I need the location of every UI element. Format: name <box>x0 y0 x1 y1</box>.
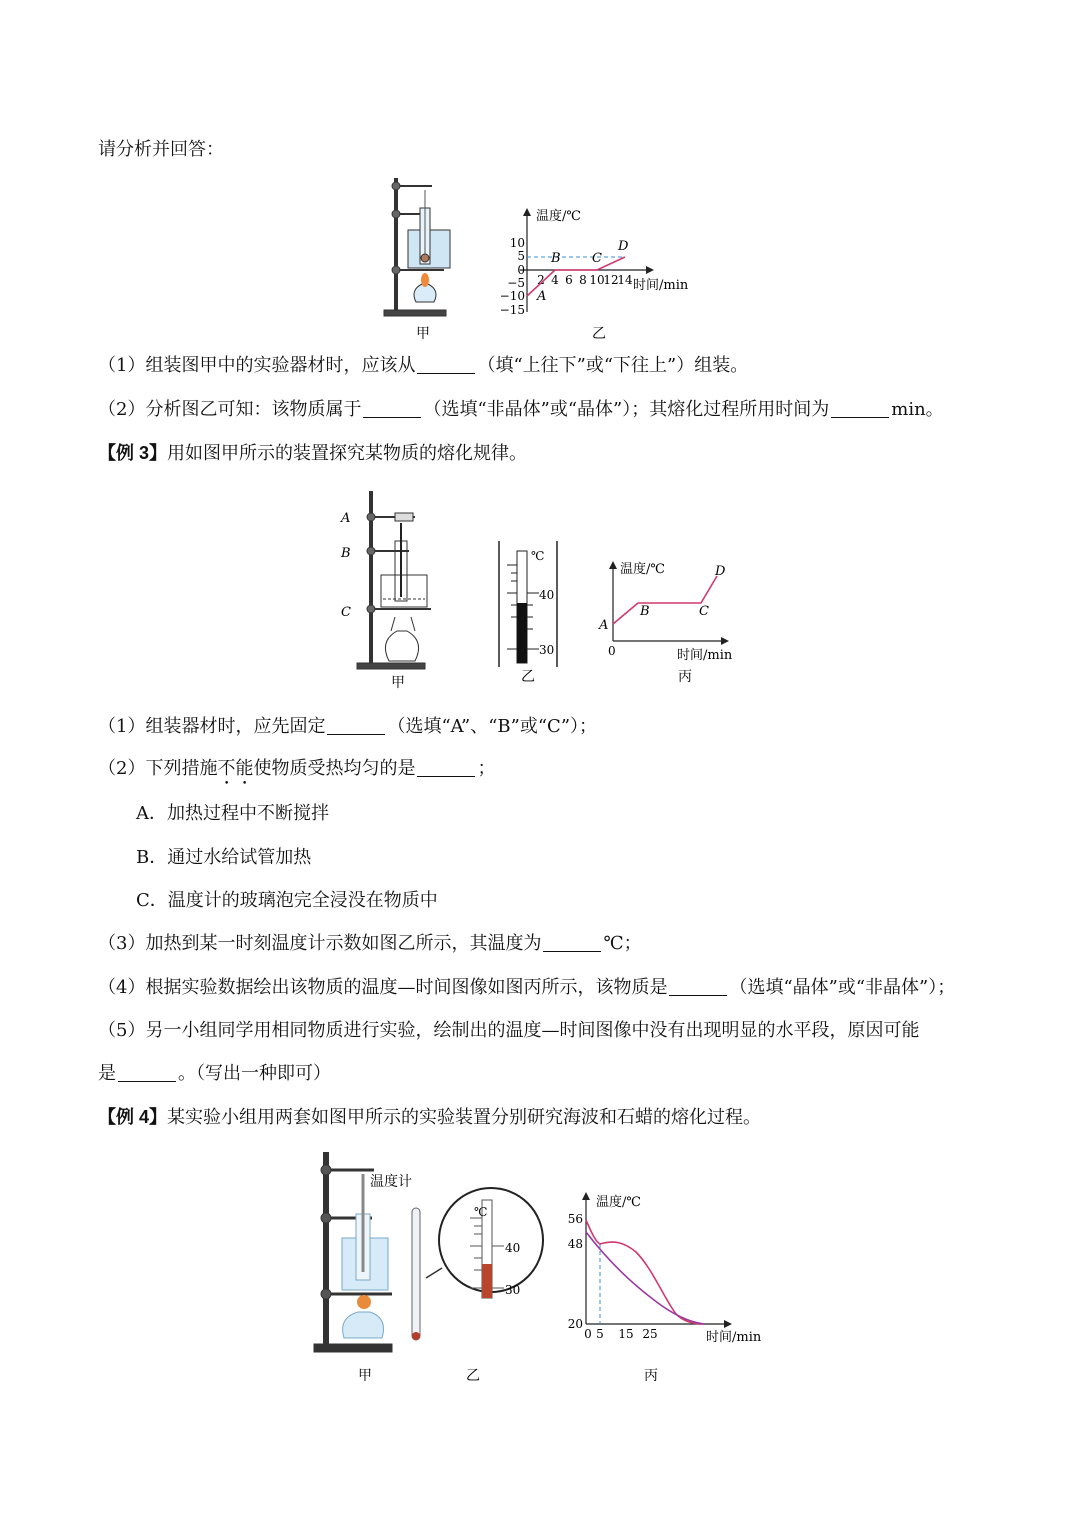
chart-2-xlabel: 时间/min <box>677 648 733 663</box>
chart-1-ytick: −10 <box>499 289 525 303</box>
caption-bing-3: 丙 <box>644 1368 658 1384</box>
thermometer-tick-30-3: 30 <box>505 1283 521 1297</box>
chart-3-xtick: 0 <box>584 1327 592 1341</box>
caption-jia-2: 甲 <box>391 675 405 690</box>
chart-3-xlabel: 时间/min <box>706 1330 762 1345</box>
chart-1-ytick: −15 <box>499 303 525 317</box>
chart-2-point-label: A <box>599 618 609 633</box>
example-4-heading: 【例 4】某实验小组用两套如图甲所示的实验装置分别研究海波和石蜡的熔化过程。 <box>98 1107 762 1128</box>
chart-1-ytick: 10 <box>509 236 525 250</box>
clamp-label-a: A <box>341 511 351 526</box>
figure-3 <box>310 1148 780 1388</box>
chart-3-ylabel: 温度/℃ <box>596 1195 641 1210</box>
chart-2-ylabel: 温度/℃ <box>620 562 665 577</box>
thermometer-yi-2 <box>499 541 557 667</box>
answer-blank[interactable] <box>669 977 727 996</box>
answer-blank[interactable] <box>417 355 475 374</box>
chart-2-point-label: B <box>640 604 650 619</box>
question-3-2: （2）下列措施不能使物质受热均匀的是 ； <box>98 758 496 779</box>
chart-3-xtick: 25 <box>642 1327 658 1341</box>
thermometer-yi-3 <box>426 1188 543 1298</box>
chart-1-point-label: B <box>551 251 561 266</box>
chart-3 <box>568 1192 762 1345</box>
thermometer-unit-3: ℃ <box>474 1205 488 1219</box>
chart-1 <box>500 208 689 317</box>
chart-1-point-label: C <box>592 251 602 266</box>
thermometer-tick-40-3: 40 <box>505 1241 521 1255</box>
chart-1-xtick: 14 <box>617 273 633 287</box>
clamp-label-c: C <box>341 605 351 620</box>
caption-yi-3: 乙 <box>466 1368 480 1384</box>
answer-blank[interactable] <box>543 933 601 952</box>
answer-blank[interactable] <box>417 758 475 777</box>
answer-blank[interactable] <box>327 716 385 735</box>
question-3-1: （1）组装器材时，应先固定 （选填“A”、“B”或“C”）； <box>98 716 598 737</box>
chart-3-xtick: 5 <box>596 1327 604 1341</box>
question-3-5-cont: 是 。（写出一种即可） <box>98 1063 331 1084</box>
answer-blank[interactable] <box>118 1063 176 1082</box>
chart-1-ytick: −5 <box>507 276 525 290</box>
thermometer-tick-40: 40 <box>539 588 555 602</box>
chart-1-xtick: 2 <box>537 273 545 287</box>
figure-2 <box>335 485 755 690</box>
question-1-1: （1）组装图甲中的实验器材时，应该从 （填“上往下”或“下往上”）组装。 <box>98 355 749 376</box>
question-3-5: （5）另一小组同学用相同物质进行实验，绘制出的温度—时间图像中没有出现明显的水平段，原因可能 <box>98 1020 920 1041</box>
chart-1-xtick: 10 <box>589 273 605 287</box>
chart-1-point-label: D <box>618 239 629 254</box>
chart-2-point-label: D <box>715 564 726 579</box>
chart-1-ylabel: 温度/℃ <box>536 209 581 224</box>
figure-1 <box>380 172 710 347</box>
chart-2-point-label: C <box>699 604 709 619</box>
caption-jia-3: 甲 <box>358 1368 372 1384</box>
caption-bing-2: 丙 <box>678 669 692 685</box>
chart-3-ytick: 56 <box>567 1212 583 1226</box>
chart-1-xtick: 12 <box>603 273 619 287</box>
answer-blank[interactable] <box>831 399 889 418</box>
chart-1-point-label: A <box>537 289 547 304</box>
chart-1-xtick: 8 <box>579 273 587 287</box>
caption-yi-1: 乙 <box>592 326 606 342</box>
chart-2 <box>598 561 733 663</box>
apparatus-jia-1 <box>384 178 450 316</box>
chart-3-ytick: 48 <box>567 1237 583 1251</box>
thermometer-label: 温度计 <box>370 1174 412 1190</box>
clamp-label-b: B <box>341 546 351 561</box>
emphasis-text: 不能 <box>217 758 254 779</box>
question-3-3: （3）加热到某一时刻温度计示数如图乙所示，其温度为 ℃； <box>98 933 642 954</box>
chart-3-xtick: 15 <box>618 1327 634 1341</box>
answer-blank[interactable] <box>363 399 421 418</box>
chart-3-ytick: 20 <box>567 1317 583 1331</box>
chart-3-series-haibo <box>586 1220 704 1324</box>
option-b[interactable]: B．通过水给试管加热 <box>136 847 312 868</box>
chart-2-origin: 0 <box>608 644 616 658</box>
question-3-4: （4）根据实验数据绘出该物质的温度—时间图像如图丙所示，该物质是 （选填“晶体”或“非晶体”）； <box>98 977 956 998</box>
thermometer-tick-30: 30 <box>539 643 555 657</box>
chart-3-series-shila <box>586 1232 704 1324</box>
chart-1-ytick: 0 <box>517 263 525 277</box>
apparatus-jia-2 <box>357 491 431 669</box>
example-3-heading: 【例 3】用如图甲所示的装置探究某物质的熔化规律。 <box>98 443 528 464</box>
caption-yi-2: 乙 <box>521 669 535 685</box>
intro-text: 请分析并回答： <box>98 139 224 160</box>
chart-1-xlabel: 时间/min <box>633 278 689 293</box>
option-c[interactable]: C．温度计的玻璃泡完全浸没在物质中 <box>136 890 438 911</box>
question-1-2: （2）分析图乙可知：该物质属于 （选填“非晶体”或“晶体”）；其熔化过程所用时间为 min。 <box>98 399 944 420</box>
chart-1-ytick: 5 <box>517 249 525 263</box>
thermometer-unit: ℃ <box>531 549 545 563</box>
chart-1-xtick: 4 <box>551 273 559 287</box>
option-a[interactable]: A．加热过程中不断搅拌 <box>136 803 329 824</box>
chart-1-xtick: 6 <box>565 273 573 287</box>
caption-jia-1: 甲 <box>416 326 430 342</box>
